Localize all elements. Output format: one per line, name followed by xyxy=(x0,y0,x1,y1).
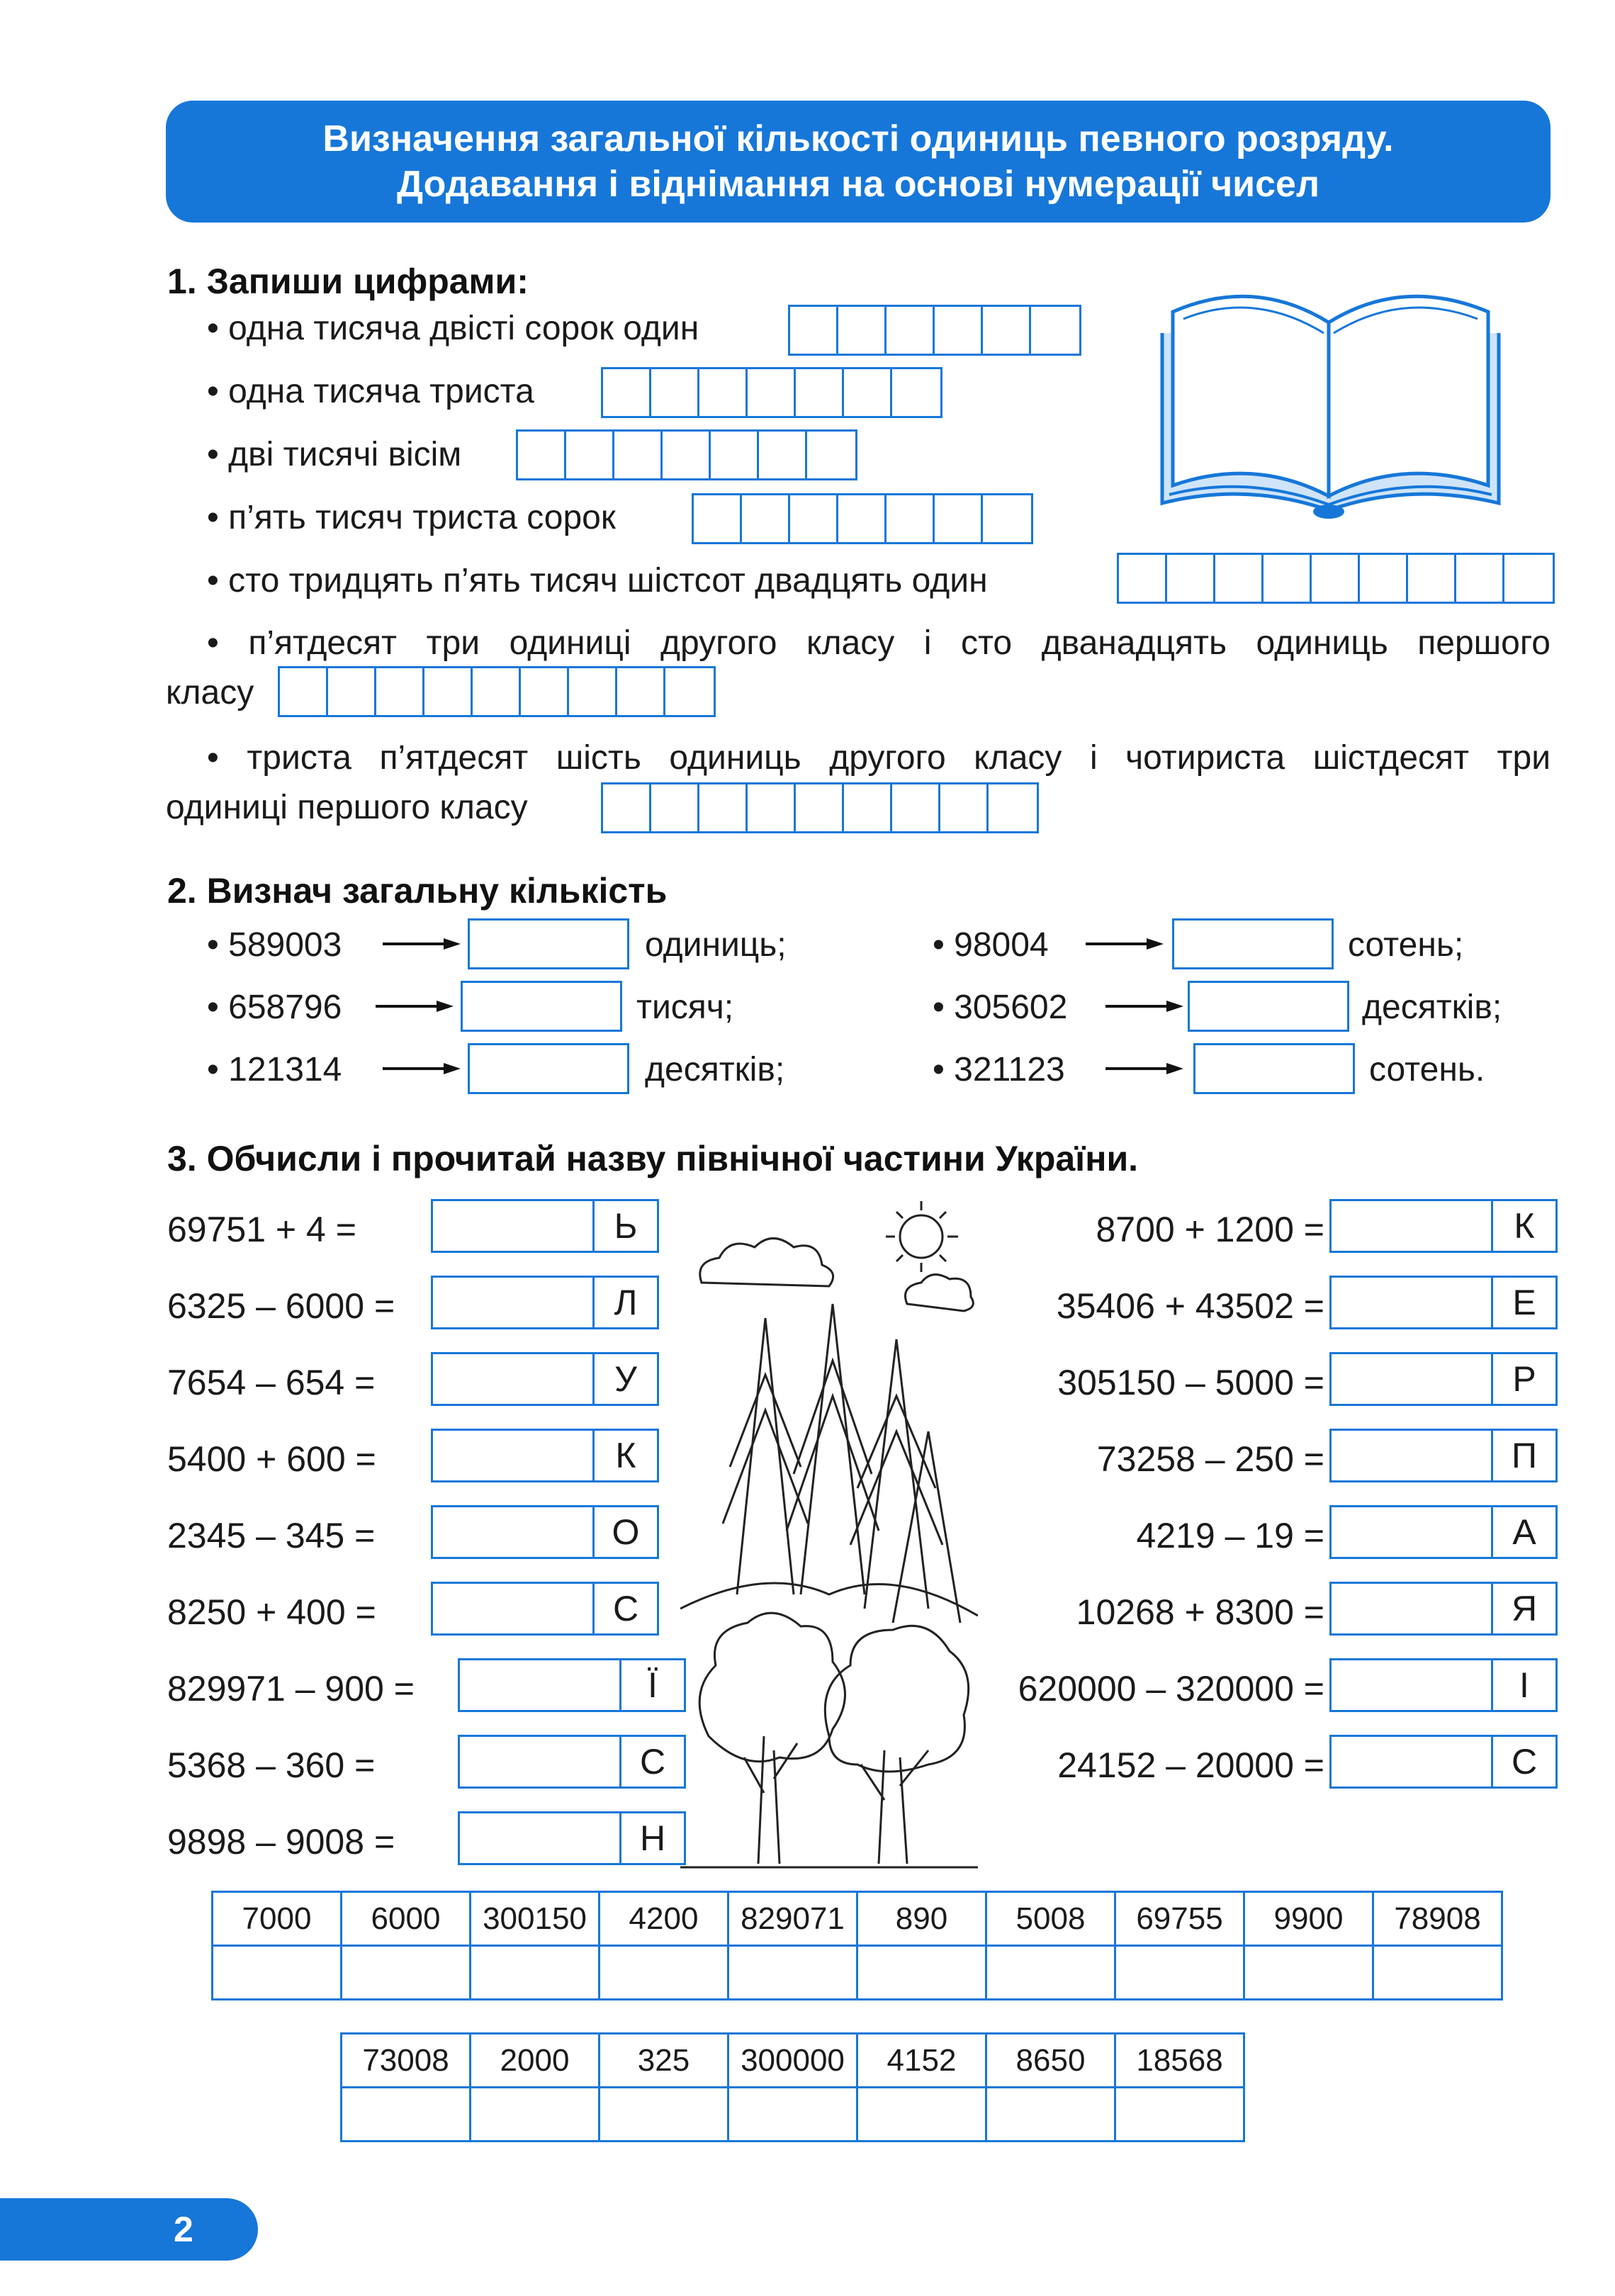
task1-item-6-line2: класу xyxy=(166,674,254,711)
task2-left-unit-1: одиниць; xyxy=(645,926,787,964)
t3-right-expr: 620000 – 320000 = xyxy=(1018,1669,1324,1709)
t3-letter: Я xyxy=(1511,1589,1538,1628)
digit-cells-5[interactable] xyxy=(1117,553,1555,604)
task2-left-num-2: • 658796 xyxy=(207,989,342,1026)
t3-letter: П xyxy=(1512,1436,1537,1475)
table2-letter-cell[interactable] xyxy=(471,2088,600,2142)
table2-letter-cell[interactable] xyxy=(600,2088,728,2142)
t3-left-expr: 6325 – 6000 = xyxy=(167,1286,395,1326)
task3-title: 3. Обчисли і прочитай назву північної частини України. xyxy=(167,1139,1139,1178)
digit-cells-3[interactable] xyxy=(516,429,857,480)
t3-left-expr: 7654 – 654 = xyxy=(167,1363,376,1402)
t3-left-answer[interactable] xyxy=(431,1582,659,1636)
header-line-1: Визначення загальної кількості одиниць певного розряду. xyxy=(322,118,1394,159)
table1-letter-cell[interactable] xyxy=(986,1946,1115,2000)
table1-number: 78908 xyxy=(1373,1892,1502,1946)
t3-left-expr: 2345 – 345 = xyxy=(167,1516,376,1555)
table1-number: 9900 xyxy=(1244,1892,1373,1946)
t3-left-expr: 5368 – 360 = xyxy=(167,1745,376,1785)
table1-number: 7000 xyxy=(213,1892,342,1946)
task1-item-1: • одна тисяча двісті сорок один xyxy=(207,310,699,347)
forest-illustration-icon xyxy=(680,1198,978,1878)
table2-letter-cell[interactable] xyxy=(342,2088,471,2142)
table1-letter-cell[interactable] xyxy=(342,1946,471,2000)
arrow-right-icon xyxy=(1086,937,1164,951)
table2-letter-cell[interactable] xyxy=(857,2088,986,2142)
t3-letter: А xyxy=(1512,1512,1536,1552)
table1-letter-cell[interactable] xyxy=(1115,1946,1244,2000)
task1-item-7-line1: • триста п’ятдесят шість одиниць другого класу і чотириста шістдесят три xyxy=(207,739,1551,777)
task2-answer-box[interactable] xyxy=(1188,981,1349,1032)
task2-left-num-1: • 589003 xyxy=(207,926,342,964)
arrow-right-icon xyxy=(1105,1062,1183,1076)
arrow-right-icon xyxy=(1105,999,1183,1013)
t3-right-answer[interactable] xyxy=(1329,1582,1558,1636)
table2-number: 2000 xyxy=(471,2034,600,2088)
t3-right-answer[interactable] xyxy=(1329,1352,1558,1406)
t3-left-answer[interactable] xyxy=(431,1352,659,1406)
t3-left-answer[interactable] xyxy=(431,1505,659,1559)
t3-letter: Л xyxy=(614,1283,638,1322)
t3-right-expr: 8700 + 1200 = xyxy=(1096,1210,1324,1249)
task2-answer-box[interactable] xyxy=(468,1043,629,1094)
table2-number: 8650 xyxy=(986,2034,1115,2088)
t3-letter: К xyxy=(615,1436,636,1475)
task2-answer-box[interactable] xyxy=(468,918,629,969)
t3-letter: І xyxy=(1519,1665,1529,1705)
section-header xyxy=(166,101,1551,223)
t3-left-expr: 829971 – 900 = xyxy=(167,1669,415,1709)
table1-number: 300150 xyxy=(471,1892,600,1946)
table1-number: 4200 xyxy=(600,1892,728,1946)
task2-title: 2. Визнач загальну кількість xyxy=(167,871,668,911)
t3-letter: О xyxy=(612,1512,640,1552)
table2-letter-cell[interactable] xyxy=(1115,2088,1244,2142)
table2-number: 300000 xyxy=(728,2034,857,2088)
t3-letter: С xyxy=(639,1742,666,1782)
t3-left-expr: 69751 + 4 = xyxy=(167,1210,356,1249)
t3-left-expr: 8250 + 400 = xyxy=(167,1592,376,1632)
table1-number: 829071 xyxy=(728,1892,857,1946)
table1-number: 5008 xyxy=(986,1892,1115,1946)
answer-table-1 xyxy=(211,1891,1503,2000)
t3-letter: Ї xyxy=(648,1665,658,1705)
t3-left-answer[interactable] xyxy=(458,1658,686,1712)
table1-letter-cell[interactable] xyxy=(857,1946,986,2000)
t3-right-answer[interactable] xyxy=(1329,1658,1558,1712)
table2-letter-cell[interactable] xyxy=(986,2088,1115,2142)
t3-letter: У xyxy=(614,1359,637,1399)
page-number: 2 xyxy=(0,2198,258,2261)
digit-cells-7[interactable] xyxy=(601,782,1039,833)
digit-cells-4[interactable] xyxy=(692,493,1033,544)
task2-right-unit-2: десятків; xyxy=(1362,989,1502,1026)
table1-number: 890 xyxy=(857,1892,986,1946)
answer-table-2 xyxy=(340,2032,1245,2142)
table1-letter-cell[interactable] xyxy=(600,1946,728,2000)
t3-left-answer[interactable] xyxy=(458,1811,686,1865)
t3-letter: Р xyxy=(1512,1359,1536,1399)
t3-right-answer[interactable] xyxy=(1329,1276,1558,1329)
task2-right-unit-1: сотень; xyxy=(1348,926,1464,964)
t3-left-answer[interactable] xyxy=(431,1199,659,1253)
t3-letter: К xyxy=(1514,1206,1535,1246)
t3-right-expr: 35406 + 43502 = xyxy=(1056,1286,1324,1326)
task1-item-3: • дві тисячі вісім xyxy=(207,436,462,473)
task2-right-unit-3: сотень. xyxy=(1369,1051,1485,1088)
table1-number: 6000 xyxy=(342,1892,471,1946)
header-line-2: Додавання і віднімання на основі нумерації чисел xyxy=(396,164,1319,205)
t3-right-expr: 10268 + 8300 = xyxy=(1076,1592,1324,1632)
open-book-icon xyxy=(1155,269,1509,524)
arrow-right-icon xyxy=(383,1062,461,1076)
task1-item-4: • п’ять тисяч триста сорок xyxy=(207,499,616,536)
task2-left-num-3: • 121314 xyxy=(207,1051,342,1088)
t3-right-answer[interactable] xyxy=(1329,1199,1558,1253)
task2-right-num-2: • 305602 xyxy=(933,989,1068,1026)
arrow-right-icon xyxy=(376,999,454,1013)
t3-letter: Н xyxy=(639,1818,666,1858)
table1-letter-cell[interactable] xyxy=(471,1946,600,2000)
t3-right-expr: 73258 – 250 = xyxy=(1096,1439,1324,1479)
table1-letter-cell[interactable] xyxy=(1373,1946,1502,2000)
table2-number: 4152 xyxy=(857,2034,986,2088)
task1-item-2: • одна тисяча триста xyxy=(207,373,534,410)
table2-number: 73008 xyxy=(342,2034,471,2088)
task2-answer-box[interactable] xyxy=(461,981,622,1032)
table1-letter-cell[interactable] xyxy=(213,1946,342,2000)
t3-left-answer[interactable] xyxy=(431,1429,659,1482)
t3-letter: С xyxy=(612,1589,639,1628)
task1-item-6-line1: • п’ятдесят три одиниці другого класу і сто дванадцять одиниць першого xyxy=(207,624,1551,662)
task2-left-unit-2: тисяч; xyxy=(636,989,734,1026)
t3-right-answer[interactable] xyxy=(1329,1735,1558,1789)
t3-right-expr: 305150 – 5000 = xyxy=(1057,1363,1324,1402)
t3-letter: Ь xyxy=(614,1206,638,1246)
t3-right-expr: 4219 – 19 = xyxy=(1136,1516,1324,1555)
task2-answer-box[interactable] xyxy=(1172,918,1334,969)
table1-number: 69755 xyxy=(1115,1892,1244,1946)
table2-letter-cell[interactable] xyxy=(728,2088,857,2142)
digit-cells-6[interactable] xyxy=(278,666,716,717)
t3-left-expr: 9898 – 9008 = xyxy=(167,1822,395,1862)
t3-left-expr: 5400 + 600 = xyxy=(167,1439,376,1479)
table1-letter-cell[interactable] xyxy=(1244,1946,1373,2000)
task2-answer-box[interactable] xyxy=(1193,1043,1355,1094)
digit-cells-2[interactable] xyxy=(601,367,942,418)
table2-number: 325 xyxy=(600,2034,728,2088)
task2-left-unit-3: десятків; xyxy=(645,1051,785,1088)
table2-number: 18568 xyxy=(1115,2034,1244,2088)
task2-right-num-3: • 321123 xyxy=(933,1051,1065,1088)
t3-left-answer[interactable] xyxy=(458,1735,686,1789)
digit-cells-1[interactable] xyxy=(788,305,1081,356)
t3-left-answer[interactable] xyxy=(431,1276,659,1329)
task2-right-num-1: • 98004 xyxy=(933,926,1049,964)
task1-item-7-line2: одиниці першого класу xyxy=(166,789,528,826)
t3-letter: Е xyxy=(1512,1283,1536,1322)
t3-right-answer[interactable] xyxy=(1329,1429,1558,1482)
task1-title: 1. Запиши цифрами: xyxy=(167,261,529,301)
t3-right-expr: 24152 – 20000 = xyxy=(1057,1745,1324,1785)
table1-letter-cell[interactable] xyxy=(728,1946,857,2000)
task1-item-5: • сто тридцять п’ять тисяч шістсот двадцять один xyxy=(207,562,988,600)
arrow-right-icon xyxy=(383,937,461,951)
t3-letter: С xyxy=(1511,1742,1538,1782)
t3-right-answer[interactable] xyxy=(1329,1505,1558,1559)
